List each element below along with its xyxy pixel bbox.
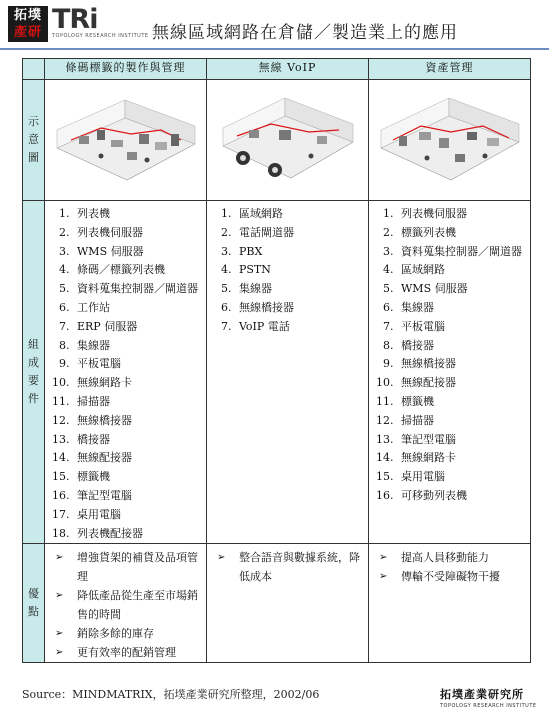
page-title: 無線區域網路在倉儲／製造業上的應用 <box>152 23 458 43</box>
list-item: 15. 標籤機 <box>73 468 206 487</box>
column-header-barcode: 條碼標籤的製作與管理 <box>45 59 207 80</box>
components-cell-voip <box>207 201 369 544</box>
list-item: 7. ERP 伺服器 <box>73 318 206 337</box>
asset-network-diagram <box>375 90 523 190</box>
table-header-row <box>23 59 531 80</box>
advantage-text: 降低產品從生產至市場銷售的時間 <box>77 589 198 622</box>
list-item: 15. 桌用電腦 <box>397 468 530 487</box>
list-item: 8. 集線器 <box>73 337 206 356</box>
column-header-asset: 資產管理 <box>369 59 531 80</box>
diagram-cell-asset <box>369 80 531 201</box>
page-header <box>0 0 549 50</box>
list-item: 5. 資料蒐集控制器／閘道器 <box>73 280 206 299</box>
list-item: 12. 掃描器 <box>397 412 530 431</box>
row-label-advantages: 優 點 <box>23 544 45 663</box>
list-item: 6. 工作站 <box>73 299 206 318</box>
list-item: 18. 列表機配接器 <box>73 525 206 544</box>
row-label-diagram: 示 意 圖 <box>23 80 45 201</box>
arrow-bullet-icon: ➢ <box>55 552 64 564</box>
advantage-item <box>55 624 206 643</box>
footer-logo <box>440 686 540 716</box>
advantage-item <box>379 548 530 567</box>
list-item: 3. WMS 伺服器 <box>73 243 206 262</box>
arrow-bullet-icon: ➢ <box>55 628 64 640</box>
list-item: 4. 條碼／標籤列表機 <box>73 261 206 280</box>
column-header-voip: 無線 VoIP <box>207 59 369 80</box>
logo-subtitle: TOPOLOGY RESEARCH INSTITUTE <box>52 33 149 39</box>
advantages-cell-voip <box>207 544 369 663</box>
advantage-text: 傳輸不受障礙物干擾 <box>401 570 500 584</box>
list-item: 10. 無線網路卡 <box>73 374 206 393</box>
advantages-cell-barcode <box>45 544 207 663</box>
list-item: 13. 橋接器 <box>73 431 206 450</box>
list-item: 4. 區域網路 <box>397 261 530 280</box>
list-item: 11. 標籤機 <box>397 393 530 412</box>
list-item: 6. 集線器 <box>397 299 530 318</box>
list-item: 10. 無線配接器 <box>397 374 530 393</box>
list-item: 5. 集線器 <box>235 280 368 299</box>
list-item: 2. 列表機伺服器 <box>73 224 206 243</box>
advantages-list-barcode <box>45 548 206 662</box>
list-item: 2. 標籤列表機 <box>397 224 530 243</box>
list-item: 9. 無線橋接器 <box>397 355 530 374</box>
list-item: 1. 列表機 <box>73 205 206 224</box>
diagram-row <box>23 80 531 201</box>
advantage-item <box>55 643 206 662</box>
application-table <box>22 58 531 663</box>
components-list-asset <box>369 205 530 506</box>
footer-logo-en: TOPOLOGY RESEARCH INSTITUTE <box>440 703 537 709</box>
advantages-list-asset <box>369 548 530 586</box>
advantage-text: 更有效率的配銷管理 <box>77 646 176 660</box>
arrow-bullet-icon: ➢ <box>379 571 388 583</box>
list-item: 16. 筆記型電腦 <box>73 487 206 506</box>
logo-tri-text: TRi <box>52 4 98 35</box>
warehouse-network-diagram <box>51 90 199 190</box>
advantage-item <box>55 548 206 586</box>
list-item: 14. 無線配接器 <box>73 449 206 468</box>
components-list-voip <box>207 205 368 337</box>
advantage-text: 整合語音與數據系統，降低成本 <box>239 551 360 584</box>
advantage-item <box>379 567 530 586</box>
components-cell-barcode <box>45 201 207 544</box>
list-item: 13. 筆記型電腦 <box>397 431 530 450</box>
header-divider <box>0 48 549 50</box>
components-list-barcode <box>45 205 206 543</box>
voip-network-diagram <box>213 90 361 190</box>
components-cell-asset <box>369 201 531 544</box>
list-item: 8. 橋接器 <box>397 337 530 356</box>
list-item: 12. 無線橋接器 <box>73 412 206 431</box>
logo-cn-block <box>8 6 48 42</box>
diagram-cell-voip <box>207 80 369 201</box>
list-item: 2. 電話閘道器 <box>235 224 368 243</box>
advantages-row <box>23 544 531 663</box>
list-item: 6. 無線橋接器 <box>235 299 368 318</box>
list-item: 4. PSTN <box>235 261 368 280</box>
tri-logo <box>8 4 149 42</box>
components-row <box>23 201 531 544</box>
footer-logo-cn: 拓墣產業研究所 <box>440 688 524 701</box>
corner-cell <box>23 59 45 80</box>
list-item: 14. 無線網路卡 <box>397 449 530 468</box>
list-item: 7. 平板電腦 <box>397 318 530 337</box>
advantage-item <box>55 586 206 624</box>
advantage-text: 增強貨架的補貨及品項管理 <box>77 551 198 584</box>
list-item: 1. 區域網路 <box>235 205 368 224</box>
source-note: Source：MINDMATRIX，拓墣產業研究所整理，2002/06 <box>22 688 320 701</box>
arrow-bullet-icon: ➢ <box>217 552 226 564</box>
arrow-bullet-icon: ➢ <box>379 552 388 564</box>
list-item: 11. 掃描器 <box>73 393 206 412</box>
advantage-text: 提高人員移動能力 <box>401 551 489 565</box>
list-item: 1. 列表機伺服器 <box>397 205 530 224</box>
arrow-bullet-icon: ➢ <box>55 590 64 602</box>
advantage-item <box>217 548 368 586</box>
logo-cn-bottom: 產研 <box>13 25 42 40</box>
row-label-components: 組 成 要 件 <box>23 201 45 544</box>
advantage-text: 銷除多餘的庫存 <box>77 627 154 641</box>
advantages-list-voip <box>207 548 368 586</box>
list-item: 9. 平板電腦 <box>73 355 206 374</box>
logo-cn-top: 拓墣 <box>13 8 42 23</box>
list-item: 7. VoIP 電話 <box>235 318 368 337</box>
arrow-bullet-icon: ➢ <box>55 647 64 659</box>
list-item: 17. 桌用電腦 <box>73 506 206 525</box>
advantages-cell-asset <box>369 544 531 663</box>
list-item: 5. WMS 伺服器 <box>397 280 530 299</box>
list-item: 3. 資料蒐集控制器／閘道器 <box>397 243 530 262</box>
list-item: 3. PBX <box>235 243 368 262</box>
diagram-cell-barcode <box>45 80 207 201</box>
list-item: 16. 可移動列表機 <box>397 487 530 506</box>
